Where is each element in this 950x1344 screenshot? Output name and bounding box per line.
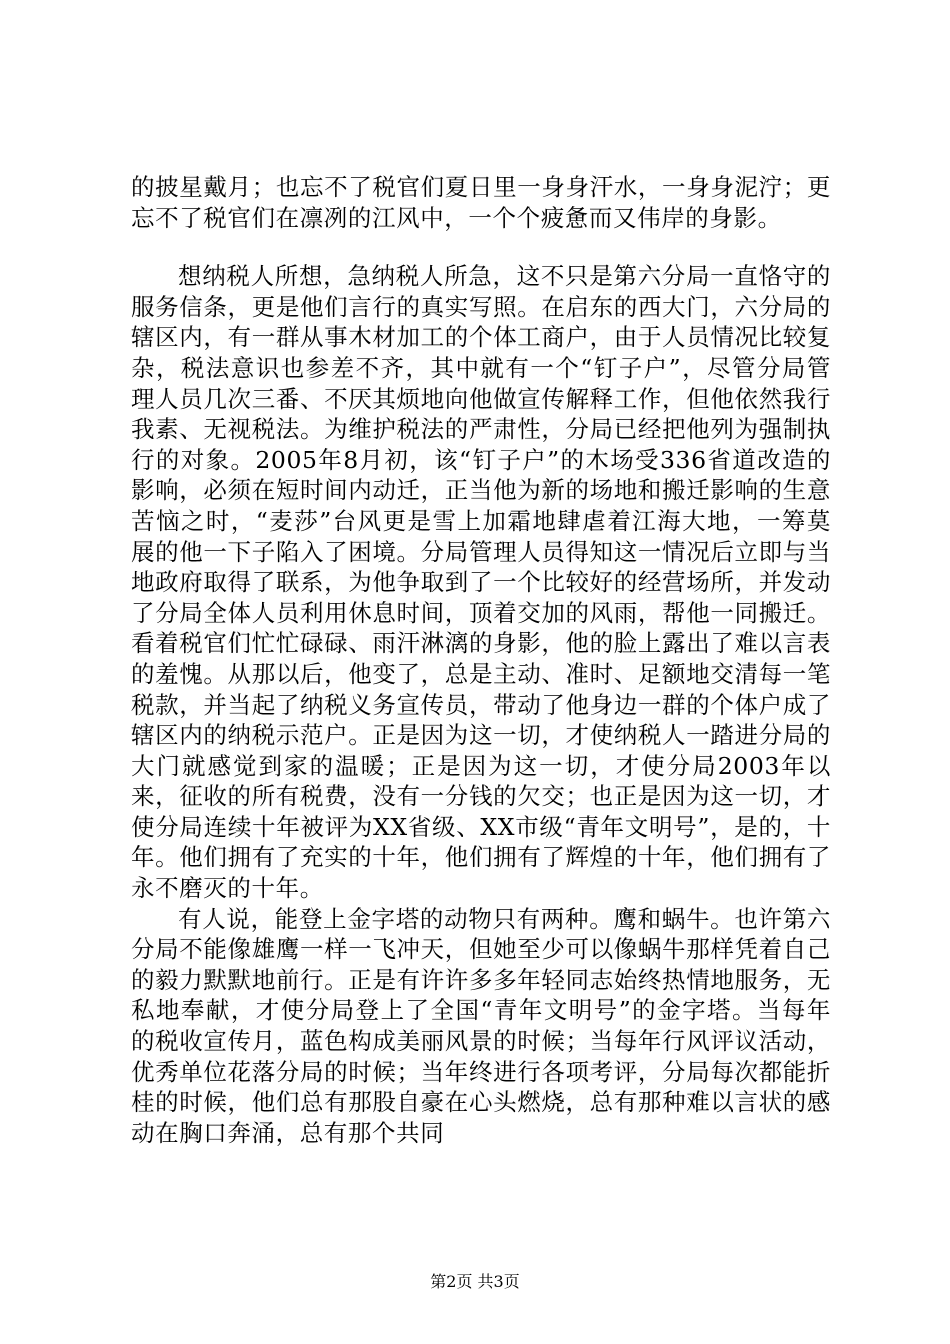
paragraph-pyramid: 有人说，能登上金字塔的动物只有两种。鹰和蜗牛。也许第六分局不能像雄鹰一样一飞冲天，但她至少可以像蜗牛那样凭着自己的毅力默默地前行。正是有许许多多年轻同志始终热情地服务，无私地奉献，才使分局登上了全国“青年文明号”的金字塔。当每年的税收宣传月，蓝色构成美丽风景的时候；当每年行风评议活动，优秀单位花落分局的时候；当年终进行各项考评，分局每次都能折桂的时候，他们总有那股自豪在心头燃烧，总有那种难以言状的感动在胸口奔涌，总有那个共同 [131,904,831,1147]
paragraph-continuation: 的披星戴月；也忘不了税官们夏日里一身身汗水，一身身泥泞；更忘不了税官们在凛冽的江风中，一个个疲惫而又伟岸的身影。 [131,173,831,232]
paragraph-tax-service: 想纳税人所想，急纳税人所急，这不只是第六分局一直恪守的服务信条，更是他们言行的真实写照。在启东的西大门，六分局的辖区内，有一群从事木材加工的个体工商户，由于人员情况比较复杂，税法意识也参差不齐，其中就有一个“钉子户”，尽管分局管理人员几次三番、不厌其烦地向他做宣传解释工作，但他依然我行我素、无视税法。为维护税法的严肃性，分局已经把他列为强制执行的对象。2005年8月初，该“钉子户”的木场受336省道改造的影响，必须在短时间内动迁，正当他为新的场地和搬迁影响的生意苦恼之时，“麦莎”台风更是雪上加霜地肆虐着江海大地，一筹莫展的他一下子陷入了困境。分局管理人员得知这一情况后立即与当地政府取得了联系，为他争取到了一个比较好的经营场所，并发动了分局全体人员利用休息时间，顶着交加的风雨，帮他一同搬迁。看着税官们忙忙碌碌、雨汗淋漓的身影，他的脸上露出了难以言表的羞愧。从那以后，他变了，总是主动、准时、足额地交清每一笔税款，并当起了纳税义务宣传员，带动了他身边一群的个体户成了辖区内的纳税示范户。正是因为这一切，才使纳税人一踏进分局的大门就感觉到家的温暖；正是因为这一切，才使分局2003年以来，征收的所有税费，没有一分钱的欠交；也正是因为这一切，才使分局连续十年被评为XX省级、XX市级“青年文明号”，是的，十年。他们拥有了充实的十年，他们拥有了辉煌的十年，他们拥有了永不磨灭的十年。 [131,262,831,903]
page-footer: 第2页 共3页 [430,1272,520,1291]
paragraph-gap [131,233,831,261]
document-body [131,172,831,1148]
